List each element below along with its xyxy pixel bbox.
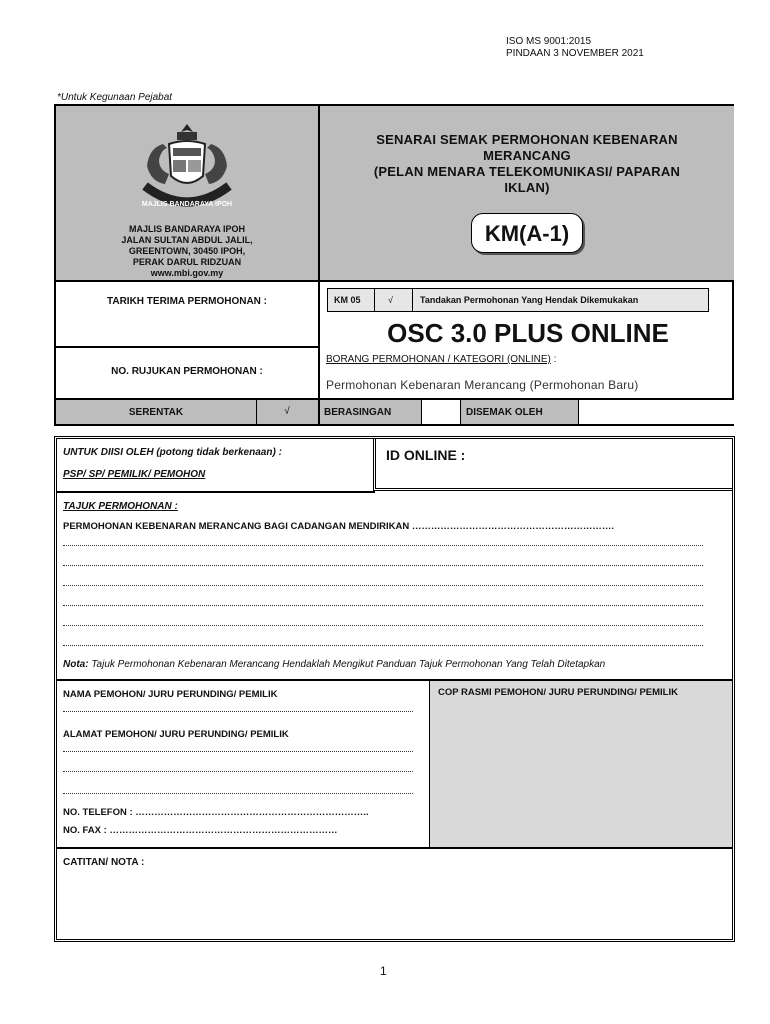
- note-text: Tajuk Permohonan Kebenaran Merancang Hendaklah Mengikut Panduan Tajuk Permohonan Yang Telah Ditetapkan: [88, 659, 606, 670]
- address-field[interactable]: [63, 763, 413, 772]
- reference-number-label: NO. RUJUKAN PERMOHONAN :: [111, 366, 263, 377]
- council-address-line3: PERAK DARUL RIDZUAN: [132, 257, 242, 267]
- applicant-section: [54, 436, 735, 942]
- title-blank-line[interactable]: [63, 537, 703, 546]
- borang-category-colon: :: [550, 354, 557, 365]
- applicant-address-label: ALAMAT PEMOHON/ JURU PERUNDING/ PEMILIK: [63, 729, 289, 740]
- iso-code: ISO MS 9001:2015: [506, 36, 592, 47]
- borang-category: [326, 354, 556, 365]
- application-title-line[interactable]: PERMOHONAN KEBENARAN MERANCANG BAGI CADANGAN MENDIRIKAN ……………………………………………………….: [63, 521, 614, 532]
- km05-label: KM 05: [334, 295, 361, 305]
- title-blank-line[interactable]: [63, 637, 703, 646]
- form-title-line2: MERANCANG: [483, 148, 571, 163]
- crest-banner-text: MAJLIS BANDARAYA IPOH: [141, 201, 233, 208]
- iso-reference: [506, 36, 644, 60]
- note-label: Nota:: [63, 659, 89, 670]
- revision-date: PINDAAN 3 NOVEMBER 2021: [506, 48, 644, 59]
- title-note: [63, 659, 605, 670]
- osc-heading: OSC 3.0 PLUS ONLINE: [387, 318, 669, 348]
- km05-box: [327, 288, 709, 312]
- page-number: 1: [380, 964, 387, 978]
- address-field[interactable]: [63, 785, 413, 794]
- council-name: MAJLIS BANDARAYA IPOH: [128, 224, 246, 234]
- notes-label: CATITAN/ NOTA :: [63, 857, 145, 868]
- berasingan-label: BERASINGAN: [324, 407, 392, 418]
- official-stamp-area[interactable]: [429, 681, 732, 847]
- form-title: [330, 132, 724, 196]
- official-stamp-label: COP RASMI PEMOHON/ JURU PERUNDING/ PEMILIK: [438, 687, 678, 698]
- borang-category-label: BORANG PERMOHONAN / KATEGORI (ONLINE): [326, 354, 551, 365]
- telephone-field[interactable]: NO. TELEFON : ………………………………………………………………..: [63, 807, 369, 818]
- form-title-line4: IKLAN): [504, 180, 550, 195]
- filled-by-label: UNTUK DIISI OLEH (potong tidak berkenaan) :: [63, 447, 282, 458]
- received-date-cell[interactable]: [56, 280, 318, 346]
- filled-by-options[interactable]: PSP/ SP/ PEMILIK/ PEMOHON: [63, 469, 206, 480]
- fax-field[interactable]: NO. FAX : ………………………………………………………………: [63, 825, 338, 836]
- council-address: [56, 224, 318, 279]
- title-blank-line[interactable]: [63, 597, 703, 606]
- received-date-label: TARIKH TERIMA PERMOHONAN :: [107, 296, 267, 307]
- online-id-label: ID ONLINE :: [386, 447, 466, 463]
- application-type: Permohonan Kebenaran Merancang (Permohonan Baru): [326, 378, 639, 392]
- form-title-line1: SENARAI SEMAK PERMOHONAN KEBENARAN: [376, 132, 678, 147]
- council-crest-logo: [127, 114, 247, 224]
- address-field[interactable]: [63, 743, 413, 752]
- serentak-tick[interactable]: √: [284, 406, 290, 417]
- council-website: www.mbi.gov.my: [150, 268, 224, 278]
- online-id-box[interactable]: [373, 439, 732, 491]
- submission-instruction: Tandakan Permohonan Yang Hendak Dikemukakan: [420, 295, 639, 305]
- council-address-line1: JALAN SULTAN ABDUL JALIL,: [121, 235, 253, 245]
- applicant-details: [57, 679, 732, 847]
- council-cell: [56, 106, 318, 280]
- form-code-badge: KM(A-1): [471, 213, 583, 253]
- processing-row: [56, 398, 734, 424]
- reference-number-cell[interactable]: [56, 346, 318, 398]
- notes-box[interactable]: [57, 847, 732, 939]
- form-title-line3: (PELAN MENARA TELEKOMUNIKASI/ PAPARAN: [373, 164, 681, 179]
- council-address-line2: GREENTOWN, 30450 IPOH,: [128, 246, 246, 256]
- checked-by-label: DISEMAK OLEH: [466, 407, 543, 418]
- km05-tick[interactable]: √: [388, 295, 393, 305]
- header-table: [54, 104, 734, 426]
- serentak-label: SERENTAK: [128, 407, 184, 418]
- applicant-name-field[interactable]: [63, 703, 413, 712]
- title-cell: [318, 106, 734, 280]
- berasingan-checkbox[interactable]: [421, 400, 461, 424]
- title-blank-line[interactable]: [63, 577, 703, 586]
- title-blank-line[interactable]: [63, 557, 703, 566]
- applicant-name-label: NAMA PEMOHON/ JURU PERUNDING/ PEMILIK: [63, 689, 278, 700]
- application-title-label: TAJUK PERMOHONAN :: [63, 501, 178, 512]
- office-use-label: *Untuk Kegunaan Pejabat: [57, 92, 173, 103]
- checked-by-field[interactable]: [578, 400, 735, 424]
- title-blank-line[interactable]: [63, 617, 703, 626]
- submission-cell: [318, 280, 734, 398]
